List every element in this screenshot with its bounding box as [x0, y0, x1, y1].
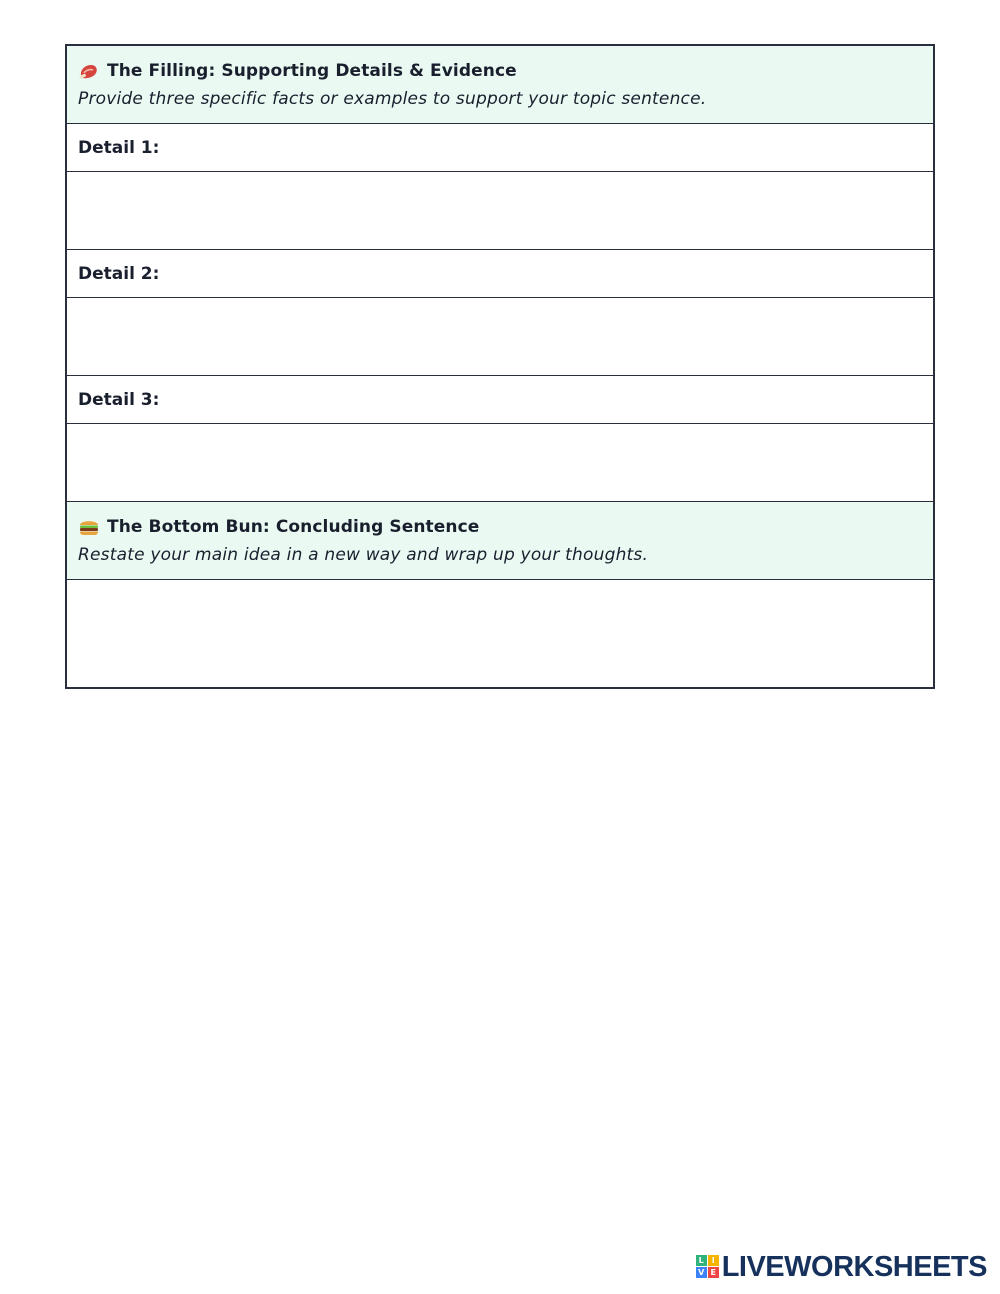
bottom-bun-section-header — [67, 502, 933, 580]
liveworksheets-logo-icon — [696, 1255, 720, 1279]
bottom-bun-title: The Bottom Bun: Concluding Sentence — [107, 517, 480, 537]
burger-icon — [78, 517, 100, 537]
detail-3-label: Detail 3: — [67, 376, 933, 424]
detail-2-label: Detail 2: — [67, 250, 933, 298]
concluding-sentence-answer[interactable] — [67, 580, 933, 687]
bottom-bun-subtitle: Restate your main idea in a new way and wrap up your thoughts. — [78, 545, 649, 565]
liveworksheets-wordmark: LIVEWORKSHEETS — [721, 1251, 987, 1283]
detail-3-answer[interactable] — [67, 424, 933, 502]
filling-section-header — [67, 46, 933, 124]
detail-2-answer[interactable] — [67, 298, 933, 376]
logo-block-e: E — [708, 1267, 719, 1278]
logo-block-v: V — [696, 1267, 707, 1278]
filling-subtitle: Provide three specific facts or examples to support your topic sentence. — [78, 89, 707, 109]
bottom-bun-title-line — [78, 516, 922, 538]
filling-title: The Filling: Supporting Details & Evidence — [107, 61, 517, 81]
logo-block-i: I — [708, 1255, 719, 1266]
liveworksheets-logo — [696, 1252, 987, 1282]
logo-block-l: L — [696, 1255, 707, 1266]
detail-1-answer[interactable] — [67, 172, 933, 250]
detail-1-label: Detail 1: — [67, 124, 933, 172]
worksheet-table — [65, 44, 935, 689]
filling-title-line — [78, 60, 922, 82]
meat-icon — [78, 61, 100, 81]
